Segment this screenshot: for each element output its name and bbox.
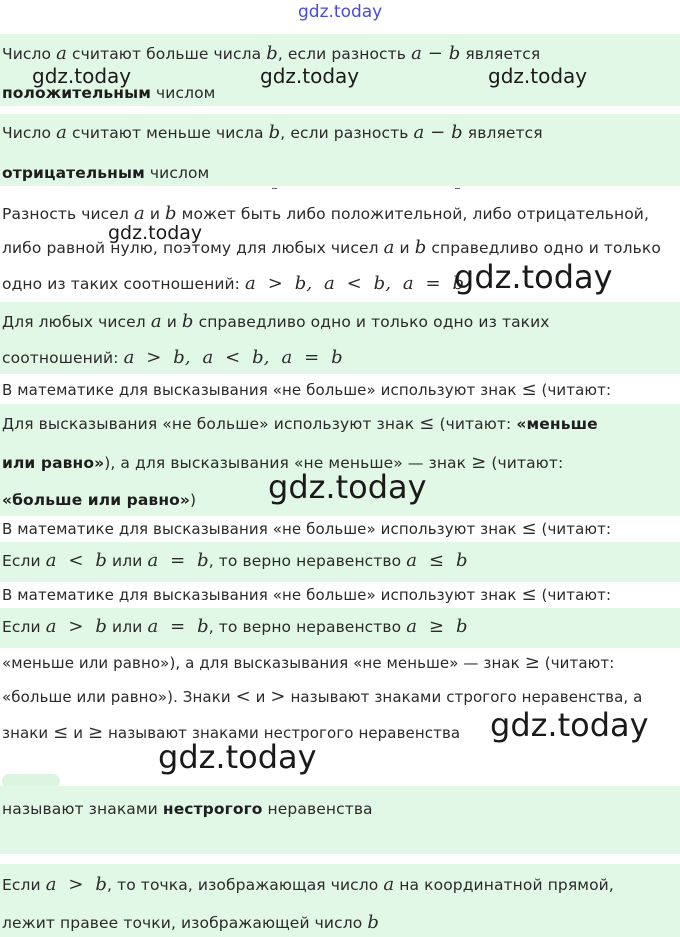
notation-strip: В математике для высказывания «не больше» используют знак ≤ (читают: <box>2 379 612 400</box>
rule-trichotomy: Для любых чисел a и b справедливо одно и только одно из таких соотношений: a > b, a < b, a = b <box>0 302 680 374</box>
notation-strip: В математике для высказывания «не больше» используют знак ≤ (читают: <box>2 584 612 605</box>
nonstrict-note: называют знаками нестрогого неравенства <box>0 786 680 854</box>
watermark: gdz.today <box>108 222 203 244</box>
watermark: gdz.today <box>158 738 317 776</box>
notation-strip: В математике для высказывания «не больше» используют знак ≤ (читают: <box>2 518 612 539</box>
watermark: gdz.today <box>260 64 360 88</box>
difference-paragraph: Разность чисел a и b может быть либо положительной, либо отрицательной, либо равной нулю, поэтому для любых чисел a и b справедливо одно и только одно из таких соотношений: a > b, a < b, a = b <box>2 203 661 294</box>
definition-greater: Число a считают больше числа b, если разность a − b является положительным числом <box>0 34 680 106</box>
watermark: gdz.today <box>454 258 613 296</box>
watermark: gdz.today <box>490 706 649 744</box>
definition-less: Число a считают меньше числа b, если разность a − b является отрицательным числом <box>0 114 680 186</box>
coordinate-line-rule: Если a > b, то точка, изображающая число a на координатной прямой, лежит правее точки, изображающей число b <box>0 864 680 937</box>
strict-nonstrict-paragraph: «меньше или равно»), а для высказывания «не меньше» — знак ≥ (читают: «больше или равно»). Знаки < и > называют знаками строгого неравенства, а знаки ≤ и ≥ называют знаками нестрогого неравенства <box>2 652 643 743</box>
watermark: gdz.today <box>488 64 588 88</box>
notation-definition: Для высказывания «не больше» используют знак ≤ (читают: «меньше или равно»), а для высказывания «не меньше» — знак ≥ (читают: «больше или равно») <box>0 404 680 516</box>
rule-greater-or-equal: Если a > b или a = b, то верно неравенство a ≥ b <box>0 608 680 648</box>
rule-less-or-equal: Если a < b или a = b, то верно неравенство a ≤ b <box>0 542 680 582</box>
watermark: gdz.today <box>32 64 132 88</box>
watermark-top: gdz.today <box>298 2 383 22</box>
watermark: gdz.today <box>268 468 427 506</box>
